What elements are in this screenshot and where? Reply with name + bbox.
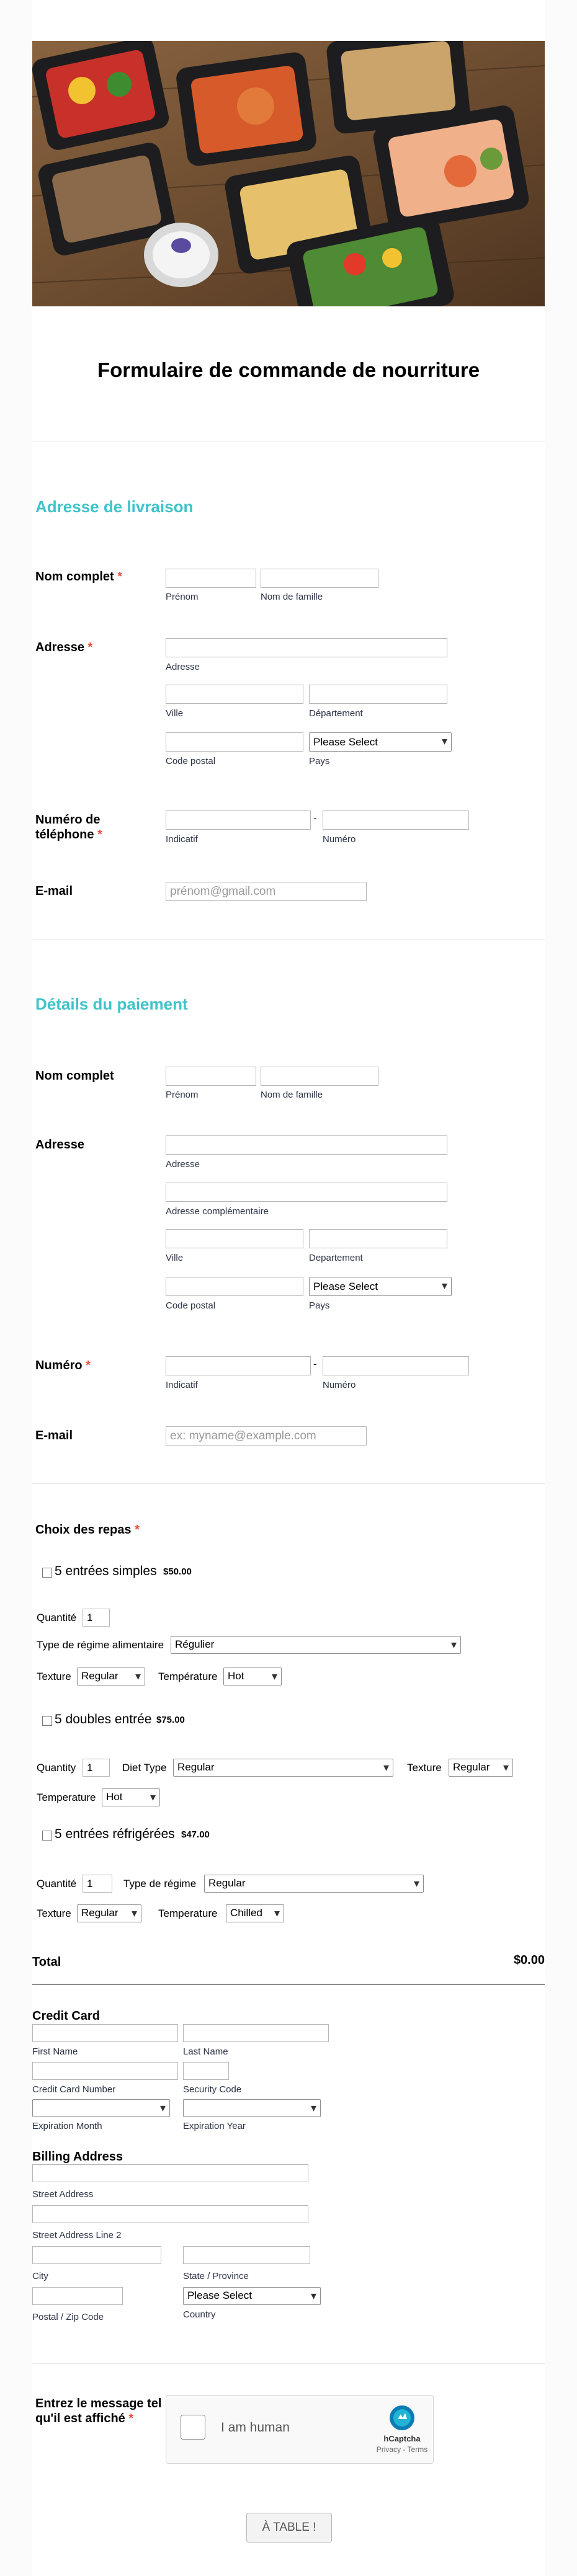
billing-state-sub: State / Province [183,2271,249,2281]
delivery-name-label: Nom complet * [35,570,123,584]
payment-dept-input[interactable] [309,1229,447,1248]
delivery-address-input[interactable] [166,638,447,657]
payment-heading: Détails du paiement [35,995,188,1013]
product2-diet-label: Diet Type [122,1762,167,1774]
credit-card-heading: Credit Card [32,2009,100,2023]
required-star: * [87,641,93,654]
delivery-first-sub: Prénom [166,592,199,602]
payment-address2-input[interactable] [166,1183,447,1202]
billing-heading: Billing Address [32,2150,123,2164]
card-security-sub: Security Code [183,2084,242,2095]
billing-country-sub: Country [183,2309,216,2320]
billing-zip-sub: Postal / Zip Code [32,2312,104,2322]
payment-city-sub: Ville [166,1253,184,1263]
product1-diet-label: Type de régime alimentaire [37,1639,164,1651]
total-label: Total [32,1955,61,1969]
captcha-label: Entrez le message tel qu'il est affiché * [35,2397,162,2425]
payment-country-select[interactable]: Please Select ▾ [309,1277,452,1296]
delivery-email-input[interactable]: prénom@gmail.com [166,882,367,901]
product1-price: $50.00 [163,1566,192,1577]
phone-dash: - [313,1358,317,1370]
delivery-country-select[interactable]: Please Select ▾ [309,732,452,752]
product1-texture-label: Texture [37,1671,71,1682]
billing-country-select[interactable]: Please Select ▾ [183,2287,321,2305]
payment-first-name-input[interactable] [166,1067,256,1086]
card-last-sub: Last Name [183,2046,228,2057]
card-first-name-input[interactable] [32,2024,178,2042]
card-number-sub: Credit Card Number [32,2084,116,2095]
delivery-zip-sub: Code postal [166,756,216,766]
payment-email-label: E-mail [35,1429,73,1442]
payment-country-sub: Pays [309,1300,330,1311]
payment-address-label: Adresse [35,1138,84,1152]
hero-food-image [32,41,545,306]
payment-first-sub: Prénom [166,1090,199,1100]
product3-diet-select[interactable]: Regular ▾ [204,1875,424,1893]
form-card [32,0,545,2576]
meals-label: Choix des repas * [35,1523,140,1537]
delivery-heading: Adresse de livraison [35,497,194,516]
delivery-last-sub: Nom de famille [261,592,323,602]
delivery-dept-sub: Département [309,708,363,719]
product3-qty-input[interactable]: 1 [83,1875,112,1893]
divider [32,2363,545,2364]
product1-temp-label: Température [158,1671,218,1682]
divider [32,939,545,940]
captcha-checkbox[interactable] [181,2415,205,2440]
payment-zip-sub: Code postal [166,1300,216,1311]
payment-phone-number-input[interactable] [323,1356,469,1375]
payment-dept-sub: Departement [309,1253,363,1263]
delivery-address-label: Adresse * [35,641,93,654]
required-star: * [86,1359,91,1372]
billing-city-sub: City [32,2271,48,2281]
card-exp-month-select[interactable] [32,2099,170,2117]
meal-trays-illustration [32,41,545,306]
delivery-address-sub: Adresse [166,662,200,672]
product1-texture-select[interactable]: Regular ▾ [77,1668,145,1686]
payment-last-name-input[interactable] [261,1067,378,1086]
product1-qty-input[interactable]: 1 [83,1609,110,1627]
product3-temp-label: Temperature [158,1908,218,1919]
payment-last-sub: Nom de famille [261,1090,323,1100]
delivery-phone-label: Numéro de téléphone * [35,813,102,842]
total-divider [32,1984,545,1985]
divider [32,1483,545,1484]
hcaptcha-widget [166,2395,434,2464]
product3-qty-label: Quantité [37,1878,77,1890]
product2-checkbox[interactable] [42,1716,52,1726]
delivery-area-code-input[interactable] [166,811,311,830]
captcha-links[interactable]: Privacy - Terms [376,2445,428,2454]
payment-number-sub: Numéro [323,1380,356,1390]
required-star: * [135,1523,140,1537]
product3-temp-select[interactable]: Chilled ▾ [226,1904,284,1922]
product1-qty-label: Quantité [37,1612,77,1623]
product2-qty-label: Quantity [37,1762,76,1774]
billing-street-input[interactable] [32,2164,308,2182]
product2-diet-select[interactable]: Regular ▾ [173,1759,393,1777]
billing-street2-input[interactable] [32,2205,308,2223]
payment-name-label: Nom complet [35,1069,114,1083]
phone-dash: - [313,812,317,824]
delivery-dept-input[interactable] [309,685,447,704]
billing-street2-sub: Street Address Line 2 [32,2230,122,2241]
delivery-number-sub: Numéro [323,834,356,845]
delivery-phone-number-input[interactable] [323,811,469,830]
captcha-brand: hCaptcha [383,2434,421,2443]
card-last-name-input[interactable] [183,2024,329,2042]
card-exp-year-select[interactable] [183,2099,321,2117]
product1-diet-select[interactable]: Régulier ▾ [171,1636,461,1654]
product3-name: 5 entrées réfrigérées [55,1827,175,1841]
product2-texture-label: Texture [407,1762,442,1774]
billing-city-input[interactable] [32,2246,161,2264]
required-star: * [97,828,102,842]
product2-temp-label: Temperature [37,1792,96,1803]
payment-address-input[interactable] [166,1135,447,1155]
product2-qty-input[interactable]: 1 [83,1759,110,1777]
delivery-city-input[interactable] [166,685,303,704]
delivery-city-sub: Ville [166,708,184,719]
delivery-zip-input[interactable] [166,732,303,752]
product3-price: $47.00 [181,1829,210,1840]
payment-area-sub: Indicatif [166,1380,198,1390]
required-star: * [117,570,123,584]
billing-street-sub: Street Address [32,2189,94,2200]
payment-address2-sub: Adresse complémentaire [166,1206,269,1217]
total-value: $0.00 [513,1953,545,1967]
product2-price: $75.00 [156,1715,185,1725]
hcaptcha-logo-icon [388,2404,416,2432]
card-exp-year-sub: Expiration Year [183,2121,246,2131]
payment-zip-input[interactable] [166,1277,303,1296]
delivery-last-name-input[interactable] [261,569,378,588]
product3-texture-select[interactable]: Regular ▾ [77,1904,141,1922]
product3-checkbox[interactable] [42,1831,52,1841]
delivery-first-name-input[interactable] [166,569,256,588]
delivery-country-sub: Pays [309,756,330,766]
payment-area-code-input[interactable] [166,1356,311,1375]
payment-email-input[interactable]: ex: myname@example.com [166,1426,367,1446]
product1-temp-select[interactable]: Hot ▾ [223,1668,282,1686]
card-security-input[interactable] [183,2062,229,2080]
product1-checkbox[interactable] [42,1568,52,1578]
captcha-human-text: I am human [221,2420,290,2435]
product2-name: 5 doubles entrée [55,1712,152,1726]
product3-texture-label: Texture [37,1908,71,1919]
delivery-area-sub: Indicatif [166,834,198,845]
product2-texture-select[interactable]: Regular ▾ [449,1759,513,1777]
billing-zip-input[interactable] [32,2287,123,2305]
payment-city-input[interactable] [166,1229,303,1248]
payment-phone-label: Numéro * [35,1359,91,1372]
card-exp-month-sub: Expiration Month [32,2121,102,2131]
card-number-input[interactable] [32,2062,178,2080]
product3-diet-label: Type de régime [123,1878,197,1890]
payment-address-sub: Adresse [166,1159,200,1170]
required-star: * [128,2412,134,2425]
product1-name: 5 entrées simples [55,1564,157,1578]
card-first-sub: First Name [32,2046,78,2057]
submit-button[interactable]: À TABLE ! [246,2513,332,2543]
product2-temp-select[interactable]: Hot ▾ [102,1788,160,1806]
billing-state-input[interactable] [183,2246,310,2264]
delivery-email-label: E-mail [35,884,73,898]
page-title: Formulaire de commande de nourriture [97,358,480,381]
